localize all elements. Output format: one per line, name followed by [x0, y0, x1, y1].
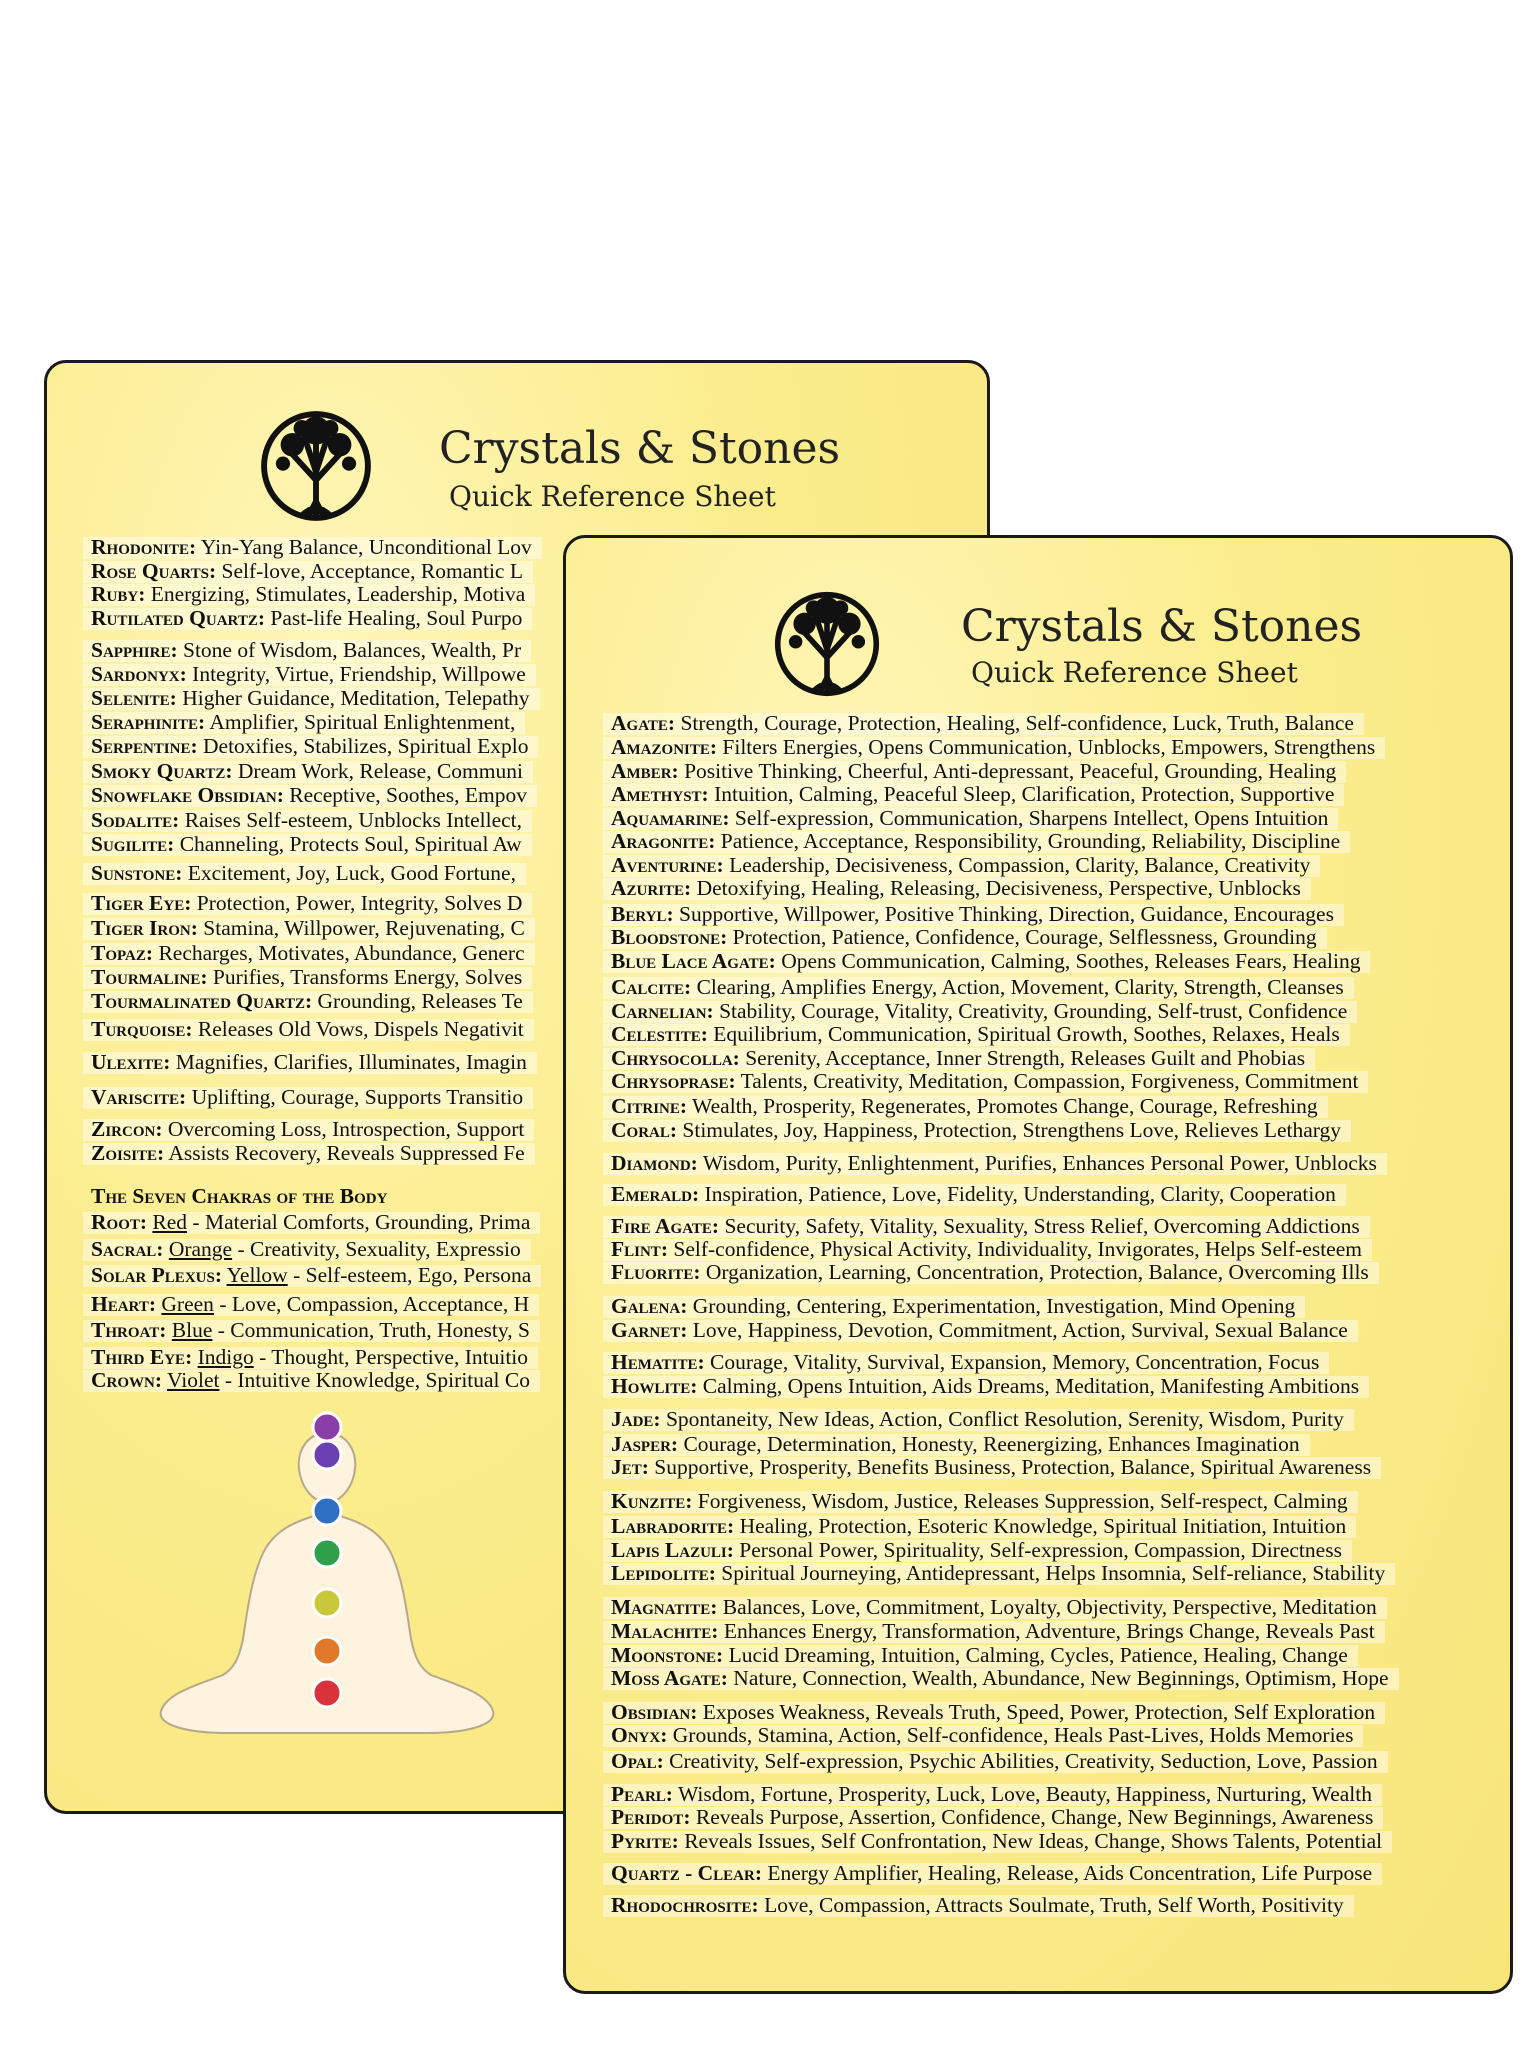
- list-item: Pearl: Wisdom, Fortune, Prosperity, Luck, Love, Beauty, Happiness, Nurturing, Wealth: [611, 1782, 1372, 1806]
- list-item: Tiger Eye: Protection, Power, Integrity, Solves D: [91, 891, 522, 915]
- list-item: Amber: Positive Thinking, Cheerful, Anti-depressant, Peaceful, Grounding, Healing: [611, 759, 1336, 783]
- list-item: Diamond: Wisdom, Purity, Enlightenment, Purifies, Enhances Personal Power, Unblocks: [611, 1151, 1377, 1175]
- list-item: Galena: Grounding, Centering, Experimentation, Investigation, Mind Opening: [611, 1294, 1295, 1318]
- front-card-subtitle: Quick Reference Sheet: [971, 656, 1298, 689]
- list-item: Flint: Self-confidence, Physical Activity, Individuality, Invigorates, Helps Self-esteem: [611, 1237, 1362, 1261]
- back-card-title: Crystals & Stones: [439, 423, 841, 474]
- chakra-dot: [313, 1637, 341, 1665]
- list-item: Fire Agate: Security, Safety, Vitality, Sexuality, Stress Relief, Overcoming Addictions: [611, 1214, 1360, 1238]
- chakra-item: Third Eye: Indigo - Thought, Perspective, Intuitio: [91, 1345, 528, 1369]
- list-item: Labradorite: Healing, Protection, Esoteric Knowledge, Spiritual Initiation, Intuition: [611, 1514, 1346, 1538]
- list-item: Sugilite: Channeling, Protects Soul, Spiritual Aw: [91, 832, 522, 856]
- list-item: Peridot: Reveals Purpose, Assertion, Confidence, Change, New Beginnings, Awareness: [611, 1805, 1373, 1829]
- tree-of-life-icon: [771, 588, 883, 700]
- list-item: Aventurine: Leadership, Decisiveness, Compassion, Clarity, Balance, Creativity: [611, 853, 1310, 877]
- list-item: Moss Agate: Nature, Connection, Wealth, Abundance, New Beginnings, Optimism, Hope: [611, 1666, 1389, 1690]
- chakra-item: Root: Red - Material Comforts, Grounding, Prima: [91, 1210, 530, 1234]
- meditating-figure-icon: [147, 1403, 507, 1743]
- list-item: Sapphire: Stone of Wisdom, Balances, Wealth, Pr: [91, 638, 521, 662]
- list-item: Jet: Supportive, Prosperity, Benefits Business, Protection, Balance, Spiritual Awareness: [611, 1455, 1371, 1479]
- list-item: Obsidian: Exposes Weakness, Reveals Truth, Speed, Power, Protection, Self Exploration: [611, 1700, 1375, 1724]
- list-item: Ulexite: Magnifies, Clarifies, Illuminates, Imagin: [91, 1050, 527, 1074]
- list-item: Ruby: Energizing, Stimulates, Leadership, Motiva: [91, 582, 525, 606]
- chakra-item: Solar Plexus: Yellow - Self-esteem, Ego, Persona: [91, 1263, 531, 1287]
- list-item: Topaz: Recharges, Motivates, Abundance, Generc: [91, 941, 525, 965]
- list-item: Garnet: Love, Happiness, Devotion, Commitment, Action, Survival, Sexual Balance: [611, 1318, 1348, 1342]
- list-item: Hematite: Courage, Vitality, Survival, Expansion, Memory, Concentration, Focus: [611, 1350, 1319, 1374]
- list-item: Bloodstone: Protection, Patience, Confidence, Courage, Selflessness, Grounding: [611, 925, 1317, 949]
- list-item: Pyrite: Reveals Issues, Self Confrontation, New Ideas, Change, Shows Talents, Potential: [611, 1829, 1382, 1853]
- list-item: Amethyst: Intuition, Calming, Peaceful Sleep, Clarification, Protection, Supportive: [611, 782, 1334, 806]
- list-item: Seraphinite: Amplifier, Spiritual Enlightenment,: [91, 710, 515, 734]
- chakra-dot: [313, 1497, 341, 1525]
- tree-of-life-icon: [257, 407, 375, 525]
- list-item: Tourmaline: Purifies, Transforms Energy, Solves: [91, 965, 522, 989]
- chakra-dot: [313, 1539, 341, 1567]
- chakra-dot: [313, 1413, 341, 1441]
- list-item: Rhodochrosite: Love, Compassion, Attracts Soulmate, Truth, Self Worth, Positivity: [611, 1893, 1344, 1917]
- list-item: Turquoise: Releases Old Vows, Dispels Negativit: [91, 1017, 524, 1041]
- chakra-heading: The Seven Chakras of the Body: [91, 1184, 388, 1208]
- front-card-title: Crystals & Stones: [961, 601, 1363, 652]
- chakra-dot: [313, 1589, 341, 1617]
- list-item: Selenite: Higher Guidance, Meditation, Telepathy: [91, 686, 530, 710]
- list-item: Variscite: Uplifting, Courage, Supports Transitio: [91, 1085, 523, 1109]
- list-item: Emerald: Inspiration, Patience, Love, Fidelity, Understanding, Clarity, Cooperation: [611, 1182, 1336, 1206]
- list-item: Magnatite: Balances, Love, Commitment, Loyalty, Objectivity, Perspective, Meditation: [611, 1595, 1377, 1619]
- list-item: Rhodonite: Yin-Yang Balance, Unconditional Lov: [91, 535, 532, 559]
- list-item: Fluorite: Organization, Learning, Concentration, Protection, Balance, Overcoming Ills: [611, 1260, 1369, 1284]
- list-item: Coral: Stimulates, Joy, Happiness, Protection, Strengthens Love, Relieves Lethargy: [611, 1118, 1341, 1142]
- list-item: Tourmalinated Quartz: Grounding, Releases Te: [91, 989, 523, 1013]
- list-item: Jasper: Courage, Determination, Honesty, Reenergizing, Enhances Imagination: [611, 1432, 1300, 1456]
- list-item: Calcite: Clearing, Amplifies Energy, Action, Movement, Clarity, Strength, Cleanses: [611, 975, 1344, 999]
- list-item: Beryl: Supportive, Willpower, Positive Thinking, Direction, Guidance, Encourages: [611, 902, 1334, 926]
- list-item: Sardonyx: Integrity, Virtue, Friendship, Willpowe: [91, 662, 526, 686]
- list-item: Tiger Iron: Stamina, Willpower, Rejuvenating, C: [91, 916, 525, 940]
- list-item: Agate: Strength, Courage, Protection, Healing, Self-confidence, Luck, Truth, Balance: [611, 711, 1354, 735]
- list-item: Sodalite: Raises Self-esteem, Unblocks Intellect,: [91, 808, 522, 832]
- chakra-dot: [313, 1441, 341, 1469]
- list-item: Chrysoprase: Talents, Creativity, Meditation, Compassion, Forgiveness, Commitment: [611, 1069, 1358, 1093]
- list-item: Rutilated Quartz: Past-life Healing, Soul Purpo: [91, 606, 522, 630]
- list-item: Chrysocolla: Serenity, Acceptance, Inner Strength, Releases Guilt and Phobias: [611, 1046, 1305, 1070]
- list-item: Lapis Lazuli: Personal Power, Spirituality, Self-expression, Compassion, Directness: [611, 1538, 1342, 1562]
- chakra-item: Heart: Green - Love, Compassion, Acceptance, H: [91, 1292, 529, 1316]
- list-item: Sunstone: Excitement, Joy, Luck, Good Fortune,: [91, 861, 516, 885]
- front-reference-card: [563, 535, 1513, 1994]
- list-item: Lepidolite: Spiritual Journeying, Antidepressant, Helps Insomnia, Self-reliance, Stability: [611, 1561, 1385, 1585]
- list-item: Jade: Spontaneity, New Ideas, Action, Conflict Resolution, Serenity, Wisdom, Purity: [611, 1407, 1344, 1431]
- list-item: Snowflake Obsidian: Receptive, Soothes, Empov: [91, 783, 527, 807]
- list-item: Kunzite: Forgiveness, Wisdom, Justice, Releases Suppression, Self-respect, Calming: [611, 1489, 1348, 1513]
- chakra-item: Sacral: Orange - Creativity, Sexuality, Expressio: [91, 1237, 521, 1261]
- list-item: Howlite: Calming, Opens Intuition, Aids Dreams, Meditation, Manifesting Ambitions: [611, 1374, 1359, 1398]
- list-item: Smoky Quartz: Dream Work, Release, Communi: [91, 759, 523, 783]
- list-item: Aquamarine: Self-expression, Communication, Sharpens Intellect, Opens Intuition: [611, 806, 1328, 830]
- list-item: Rose Quarts: Self-love, Acceptance, Romantic L: [91, 559, 523, 583]
- list-item: Citrine: Wealth, Prosperity, Regenerates, Promotes Change, Courage, Refreshing: [611, 1094, 1318, 1118]
- list-item: Moonstone: Lucid Dreaming, Intuition, Calming, Cycles, Patience, Healing, Change: [611, 1643, 1348, 1667]
- list-item: Onyx: Grounds, Stamina, Action, Self-confidence, Heals Past-Lives, Holds Memories: [611, 1723, 1353, 1747]
- list-item: Blue Lace Agate: Opens Communication, Calming, Soothes, Releases Fears, Healing: [611, 949, 1360, 973]
- list-item: Quartz - Clear: Energy Amplifier, Healing, Release, Aids Concentration, Life Purpose: [611, 1861, 1372, 1885]
- list-item: Carnelian: Stability, Courage, Vitality, Creativity, Grounding, Self-trust, Confidence: [611, 999, 1347, 1023]
- chakra-dot: [313, 1679, 341, 1707]
- chakra-item: Crown: Violet - Intuitive Knowledge, Spiritual Co: [91, 1368, 530, 1392]
- chakra-item: Throat: Blue - Communication, Truth, Honesty, S: [91, 1318, 530, 1342]
- list-item: Serpentine: Detoxifies, Stabilizes, Spiritual Explo: [91, 734, 528, 758]
- list-item: Celestite: Equilibrium, Communication, Spiritual Growth, Soothes, Relaxes, Heals: [611, 1022, 1340, 1046]
- back-card-subtitle: Quick Reference Sheet: [449, 480, 776, 513]
- list-item: Aragonite: Patience, Acceptance, Responsibility, Grounding, Reliability, Discipline: [611, 829, 1340, 853]
- list-item: Amazonite: Filters Energies, Opens Communication, Unblocks, Empowers, Strengthens: [611, 735, 1375, 759]
- list-item: Azurite: Detoxifying, Healing, Releasing, Decisiveness, Perspective, Unblocks: [611, 876, 1301, 900]
- list-item: Malachite: Enhances Energy, Transformation, Adventure, Brings Change, Reveals Past: [611, 1619, 1375, 1643]
- list-item: Zoisite: Assists Recovery, Reveals Suppressed Fe: [91, 1141, 525, 1165]
- list-item: Opal: Creativity, Self-expression, Psychic Abilities, Creativity, Seduction, Love, Passion: [611, 1749, 1378, 1773]
- list-item: Zircon: Overcoming Loss, Introspection, Support: [91, 1117, 524, 1141]
